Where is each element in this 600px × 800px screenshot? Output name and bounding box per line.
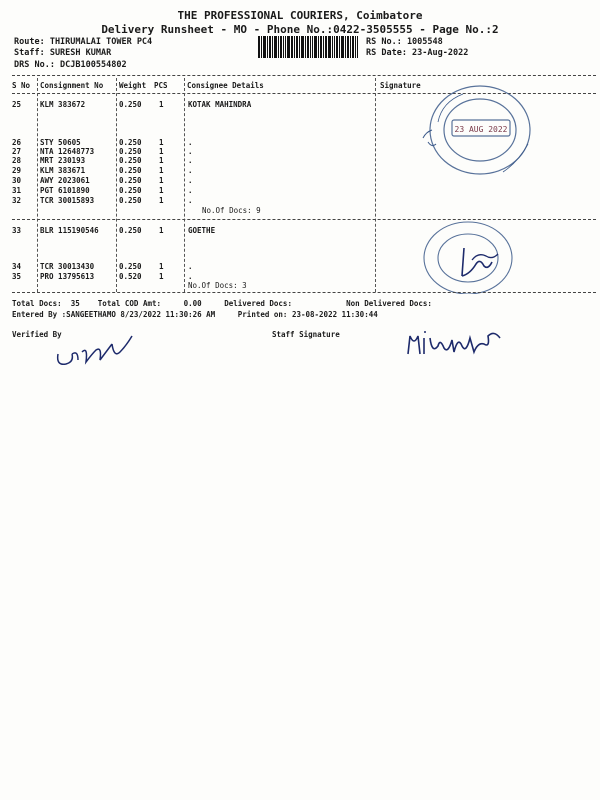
pcs-cell: 1 <box>159 226 164 235</box>
column-separator <box>184 78 185 292</box>
verified-by-label: Verified By <box>12 330 62 339</box>
pcs-cell: 1 <box>159 262 164 271</box>
divider <box>12 75 596 76</box>
table-row <box>0 196 600 205</box>
consignee-mark: . <box>188 186 193 195</box>
consignment-cell: STY 50605 <box>40 138 81 147</box>
col-sno: S No <box>12 81 31 90</box>
consignee-mark: . <box>188 138 193 147</box>
sno-cell: 26 <box>12 138 22 147</box>
weight-cell: 0.250 <box>119 138 142 147</box>
sno-cell: 31 <box>12 186 22 195</box>
consignee-mark: . <box>188 147 193 156</box>
divider <box>12 292 596 293</box>
bank-stamp-image <box>418 82 536 186</box>
weight-cell: 0.250 <box>119 262 142 271</box>
consignee-mark: . <box>188 272 193 281</box>
pcs-cell: 1 <box>159 166 164 175</box>
sno-cell: 25 <box>12 100 22 109</box>
consignee-mark: . <box>188 176 193 185</box>
weight-cell: 0.250 <box>119 196 142 205</box>
pcs-cell: 1 <box>159 100 164 109</box>
consignment-cell: KLM 383672 <box>40 100 86 109</box>
consignment-cell: MRT 230193 <box>40 156 86 165</box>
entered-by-line: Entered By :SANGEETHAMO 8/23/2022 11:30:26 AM Printed on: 23-08-2022 11:30:44 <box>12 310 378 319</box>
weight-cell: 0.250 <box>119 186 142 195</box>
totals-line: Total Docs: 35 Total COD Amt: 0.00 Delivered Docs: Non Delivered Docs: <box>12 299 432 308</box>
consignment-cell: PRO 13795613 <box>40 272 95 281</box>
rs-date: RS Date: 23-Aug-2022 <box>366 48 469 58</box>
weight-cell: 0.250 <box>119 100 142 109</box>
sno-cell: 28 <box>12 156 22 165</box>
consignee-cell: GOETHE <box>188 226 216 235</box>
pcs-cell: 1 <box>159 138 164 147</box>
docs-count: No.Of Docs: 3 <box>188 281 247 290</box>
barcode-image <box>258 36 358 58</box>
weight-cell: 0.250 <box>119 166 142 175</box>
weight-cell: 0.250 <box>119 176 142 185</box>
pcs-cell: 1 <box>159 186 164 195</box>
docs-count: No.Of Docs: 9 <box>202 206 261 215</box>
consignment-cell: BLR 115190546 <box>40 226 99 235</box>
company-title: THE PROFESSIONAL COURIERS, Coimbatore <box>177 9 423 22</box>
sno-cell: 34 <box>12 262 22 271</box>
col-consignee: Consignee Details <box>187 81 264 90</box>
cig-stamp-image <box>418 218 516 294</box>
column-separator <box>375 78 376 292</box>
route-text: Route: THIRUMALAI TOWER PC4 <box>14 37 153 47</box>
pcs-cell: 1 <box>159 196 164 205</box>
consignee-mark: . <box>188 166 193 175</box>
rs-number: RS No.: 1005548 <box>366 37 443 47</box>
pcs-cell: 1 <box>159 176 164 185</box>
weight-cell: 0.250 <box>119 226 142 235</box>
consignee-cell: KOTAK MAHINDRA <box>188 100 252 109</box>
verifier-signature-image <box>52 332 140 372</box>
consignee-mark: . <box>188 196 193 205</box>
staff-signature-label: Staff Signature <box>272 330 340 339</box>
column-separator <box>116 78 117 292</box>
sno-cell: 30 <box>12 176 22 185</box>
col-consignment: Consignment No <box>40 81 104 90</box>
pcs-cell: 1 <box>159 147 164 156</box>
consignee-mark: . <box>188 262 193 271</box>
col-weight: Weight <box>119 81 147 90</box>
pcs-cell: 1 <box>159 156 164 165</box>
sno-cell: 27 <box>12 147 22 156</box>
consignment-cell: NTA 12648773 <box>40 147 95 156</box>
column-separator <box>37 78 38 292</box>
weight-cell: 0.250 <box>119 147 142 156</box>
staff-signature-image <box>404 326 510 360</box>
col-signature: Signature <box>380 81 421 90</box>
consignment-cell: PGT 6101890 <box>40 186 90 195</box>
sno-cell: 33 <box>12 226 22 235</box>
pcs-cell: 1 <box>159 272 164 281</box>
consignment-cell: KLM 383671 <box>40 166 86 175</box>
consignment-cell: AWY 2023061 <box>40 176 90 185</box>
sno-cell: 35 <box>12 272 22 281</box>
weight-cell: 0.520 <box>119 272 142 281</box>
consignment-cell: TCR 30013430 <box>40 262 95 271</box>
drs-number: DRS No.: DCJB100554802 <box>14 60 127 70</box>
runsheet-subtitle: Delivery Runsheet - MO - Phone No.:0422-3505555 - Page No.:2 <box>101 23 499 36</box>
staff-text: Staff: SURESH KUMAR <box>14 48 112 58</box>
consignment-cell: TCR 30015893 <box>40 196 95 205</box>
stamp-date: 23 AUG 2022 <box>454 125 508 134</box>
col-pcs: PCS <box>154 81 168 90</box>
sno-cell: 29 <box>12 166 22 175</box>
weight-cell: 0.250 <box>119 156 142 165</box>
table-row <box>0 186 600 195</box>
sno-cell: 32 <box>12 196 22 205</box>
consignee-mark: . <box>188 156 193 165</box>
